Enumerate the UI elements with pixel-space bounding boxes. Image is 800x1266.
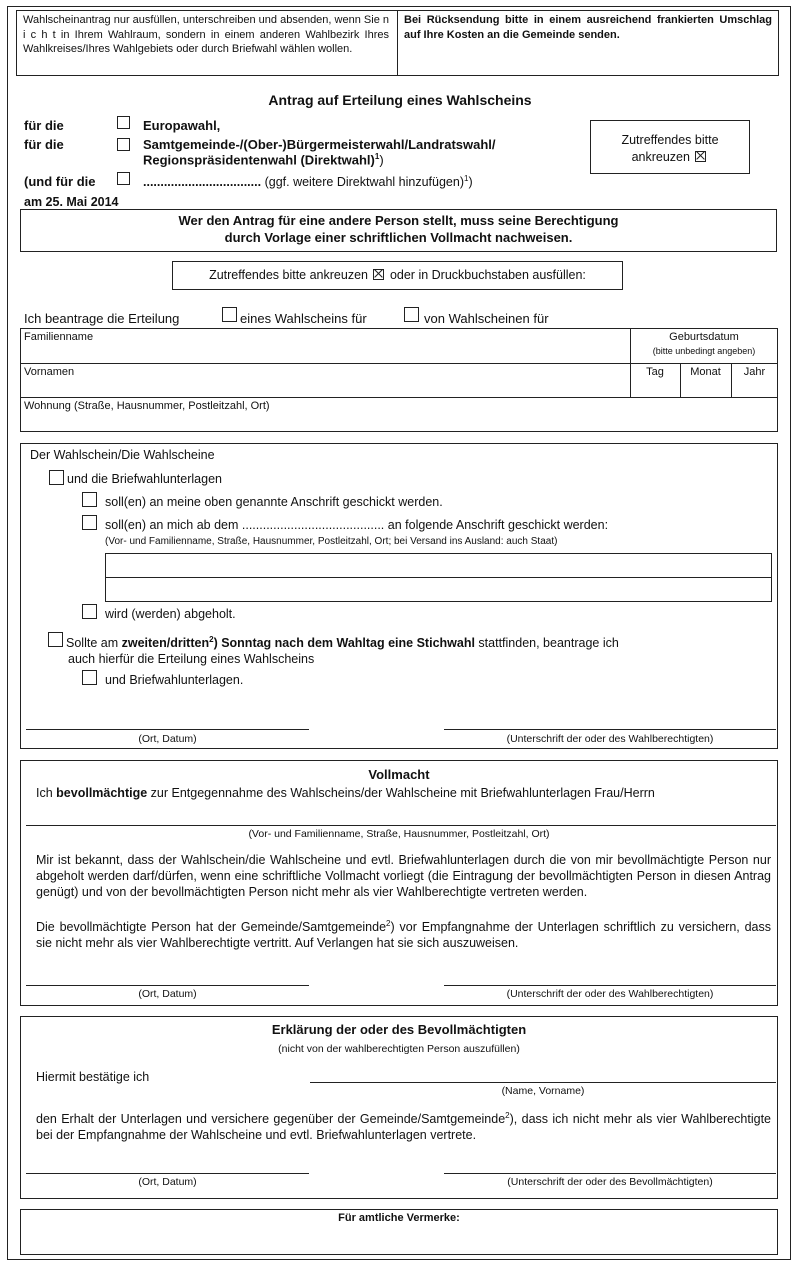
vollmacht-heading: Vollmacht [368,767,430,782]
hint-box [590,120,750,174]
erklaerung-sig-line-sign[interactable] [444,1173,776,1174]
form-title: Antrag auf Erteilung eines Wahlscheins [268,92,532,108]
weitere-dots[interactable]: .................................. [143,175,262,190]
label-und-fuer-die: (und für die [24,174,96,189]
label-monat: Monat [690,366,721,378]
stichwahl-d: stattfinden, beantrage ich [478,636,619,651]
header-left-note: Wahlscheinantrag nur ausfüllen, unterschreiben und absenden, wenn Sie n i c h t in Ihrem Wahlraum, sondern in einem anderen Wahlbezirk Ihres Wahlkreises/Ihres Wahlgebiets oder durch Briefwahl wählen wollen. [23,14,389,55]
erklaerung-para-b: ), dass ich nicht mehr als vier Wahlberechtigte bei der Empfangnahme der Wahlscheine und evtl. Briefwahlunterlagen vertrete. [36,1112,772,1143]
erklaerung-confirm: Hiermit bestätige ich [36,1070,150,1084]
checkbox-anschrift[interactable] [82,492,97,507]
checkbox-weitere-direktwahl[interactable] [117,172,130,185]
vollmacht-name-note: (Vor- und Familienname, Straße, Hausnummer, Postleitzahl, Ort) [248,828,550,840]
label-direktwahl-2: Regionspräsidentenwahl (Direktwahl)$^1$) [143,152,384,168]
label-familienname: Familienname [24,331,94,343]
signature-line-sign[interactable] [444,729,776,730]
stichwahl-a: Sollte am [66,636,119,651]
direktwahl-text: Regionspräsidentenwahl (Direktwahl) [143,152,375,168]
vollmacht-sig-sign: (Unterschrift der oder des Wahlberechtigten) [506,988,714,1000]
erklaerung-heading: Erklärung der oder des Bevollmächtigten [271,1022,527,1037]
checkbox-andere-anschrift[interactable] [82,515,97,530]
vollmacht-para2-a: Die bevollmächtigte Person hat der Gemeinde/Samtgemeinde [36,920,387,935]
vollmacht-c: zur Entgegennahme des Wahlscheins/der Wahlscheine mit Briefwahlunterlagen Frau/Herrn [150,786,655,800]
label-fuer-die-2: für die [24,137,64,152]
erklaerung-name-note: (Name, Vorname) [501,1085,585,1097]
vollmacht-line [36,786,655,800]
sig-place-label: (Ort, Datum) [138,733,197,745]
erklaerung-para [36,1108,771,1143]
input-familienname[interactable] [21,345,629,362]
label-briefwahl: und die Briefwahlunterlagen [67,472,222,486]
footnote-1b: 1 [463,174,469,183]
crossed-box-icon [373,269,384,280]
request-label: Ich beantrage die Erteilung [24,311,180,326]
vollmacht-para2-b: ) vor Empfangnahme der Unterlagen schriftlich zu versichern, dass sie nicht mehr als vier Wahlberechtigte vertritt. Auf Verlangen hat sie sich auszuweisen. [36,920,771,951]
vollmacht-para2-fn: 2 [386,919,391,928]
instruction-part2: oder in Druckbuchstaben ausfüllen: [389,268,586,282]
checkbox-ein-wahlschein[interactable] [222,307,237,322]
vollmacht-sig-line-sign[interactable] [444,985,776,986]
andere-a: soll(en) an mich ab dem [105,518,239,532]
label-stichwahl [66,635,619,650]
vollmacht-para1: Mir ist bekannt, dass der Wahlschein/die Wahlscheine und evtl. Briefwahlunterlagen durch die von mir bevollmächtigte Person nur abgeholt werden darf/dürfen, wenn eine schriftliche Vollmacht vorliegt (die Eintragung der bevollmächtigten Person in diesen Antrag genügt) und von der bevollmächtigten Person nicht mehr als vier Wahlberechtigte vertreten werden. [36,853,771,899]
erklaerung-sig-sign: (Unterschrift der oder des Bevollmächtigten) [507,1176,713,1188]
erklaerung-name-line[interactable] [310,1082,776,1083]
stichwahl-c: ) Sonntag nach dem Wahltag eine Stichwahl [213,636,475,651]
input-vornamen[interactable] [21,380,629,396]
address-row-divider [105,577,772,578]
warning-line1: Wer den Antrag für eine andere Person stellt, muss seine Berechtigung [178,213,619,228]
vollmacht-name-line[interactable] [26,825,776,826]
erklaerung-sig-line-place[interactable] [26,1173,309,1174]
hint-line2 [590,150,750,164]
erklaerung-para-fn: 2 [505,1111,510,1120]
instruction-text [172,268,623,282]
hint-line1: Zutreffendes bitte [621,133,719,147]
vollmacht-para2 [36,916,771,951]
vollmacht-a: Ich [36,786,53,800]
label-wohnung: Wohnung (Straße, Hausnummer, Postleitzahl, Ort) [24,400,270,412]
label-stichwahl-briefwahl: und Briefwahlunterlagen. [105,673,244,687]
election-date: am 25. Mai 2014 [24,195,119,209]
row-divider [20,397,778,398]
checkbox-mehrere-wahlscheine[interactable] [404,307,419,322]
checkbox-abgeholt[interactable] [82,604,97,619]
checkbox-stichwahl-briefwahl[interactable] [82,670,97,685]
weitere-note: (ggf. weitere Direktwahl hinzufügen) [264,175,464,190]
vollmacht-b: bevollmächtige [56,786,148,800]
label-andere-anschrift [105,518,608,532]
label-tag: Tag [646,366,664,378]
hint-line2-text: ankreuzen [631,150,690,164]
row-divider [20,363,778,364]
instruction-part1: Zutreffendes bitte ankreuzen [209,268,368,282]
stichwahl-b: zweiten/dritten [121,636,210,651]
andere-anschrift-note: (Vor- und Familienname, Straße, Hausnummer, Postleitzahl, Ort; bei Versand ins Ausland: auch Staat) [105,536,558,547]
request-option2: von Wahlscheinen für [424,311,549,326]
andere-datum-dots[interactable]: ......................................... [241,518,385,532]
label-geburtsdatum-note: (bitte unbedingt angeben) [652,346,756,356]
header-divider [397,10,398,76]
label-anschrift: soll(en) an meine oben genannte Anschrift geschickt werden. [105,495,443,509]
checkbox-europawahl[interactable] [117,116,130,129]
checkbox-briefwahl[interactable] [49,470,64,485]
header-right-note: Bei Rücksendung bitte in einem ausreichend frankierten Umschlag auf Ihre Kosten an die Gemeinde senden. [404,14,772,41]
erklaerung-para-a: den Erhalt der Unterlagen und versichere gegenüber der Gemeinde/Samtgemeinde [36,1112,506,1127]
label-europawahl: Europawahl, [143,118,221,133]
label-vornamen: Vornamen [24,366,75,378]
signature-line-place[interactable] [26,729,309,730]
checkbox-direktwahl[interactable] [117,138,130,151]
weitere-direktwahl-line [143,174,473,189]
erklaerung-subheading: (nicht von der wahlberechtigten Person auszufüllen) [278,1043,520,1055]
label-direktwahl-1: Samtgemeinde-/(Ober-)Bürgermeisterwahl/Landratswahl/ [143,137,496,152]
crossed-box-icon [695,151,706,162]
vollmacht-sig-line-place[interactable] [26,985,309,986]
weitere-close: ) [468,175,473,190]
warning-line2: durch Vorlage einer schriftlichen Vollmacht nachweisen. [224,230,573,245]
delivery-heading: Der Wahlschein/Die Wahlscheine [30,448,215,462]
sig-sign-label: (Unterschrift der oder des Wahlberechtigten) [506,733,714,745]
label-fuer-die-1: für die [24,118,64,133]
label-stichwahl-line2: auch hierfür die Erteilung eines Wahlscheins [68,652,315,666]
official-heading: Für amtliche Vermerke: [338,1212,460,1224]
request-option1: eines Wahlscheins für [240,311,367,326]
andere-b: an folgende Anschrift geschickt werden: [387,518,609,532]
stichwahl-fn: 2 [209,635,214,644]
input-wohnung[interactable] [21,414,777,431]
checkbox-stichwahl[interactable] [48,632,63,647]
footnote-1: 1 [374,152,380,161]
erklaerung-sig-place: (Ort, Datum) [138,1176,197,1188]
vollmacht-sig-place: (Ort, Datum) [138,988,197,1000]
label-geburtsdatum: Geburtsdatum [669,331,739,343]
label-jahr: Jahr [743,366,766,378]
label-abgeholt: wird (werden) abgeholt. [105,607,236,621]
